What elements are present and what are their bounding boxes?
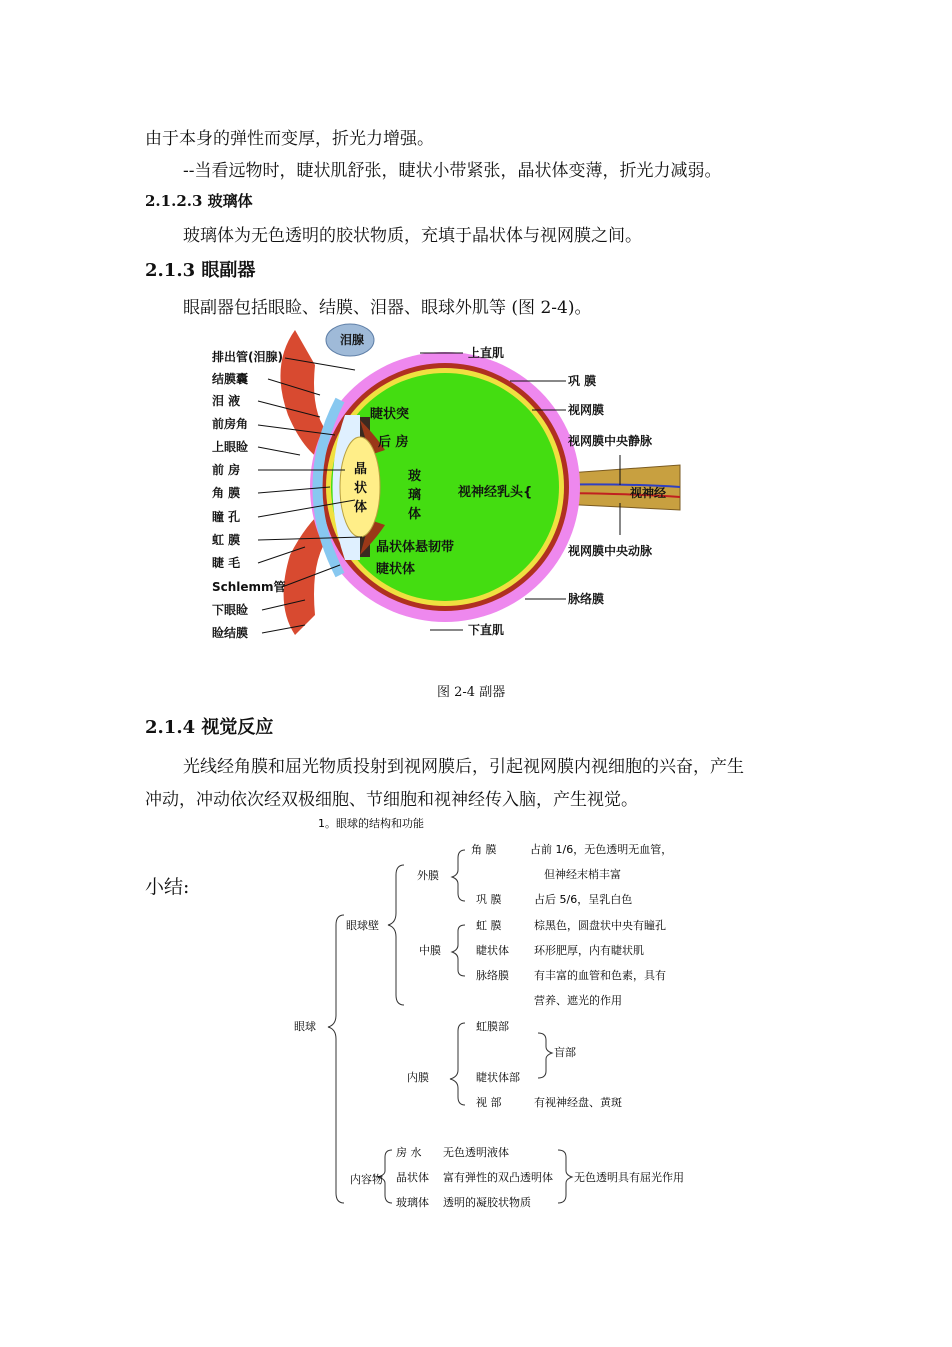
label-optic-disc: 视神经乳头{ <box>458 485 533 500</box>
desc-optic-part: 有视神经盘、黄斑 <box>534 1096 622 1109</box>
label-lens-3: 体 <box>354 500 368 515</box>
heading-accessory-organs: 2.1.3 眼副器 <box>145 260 256 281</box>
node-outer-layer: 外膜 <box>417 869 439 882</box>
label-schlemm-canal: Schlemm管 <box>212 580 286 594</box>
node-contents: 内容物 <box>350 1173 383 1186</box>
label-inferior-rectus: 下直肌 <box>468 623 505 637</box>
blind-brace <box>538 1033 552 1078</box>
label-conjunctival-sac: 结膜囊 <box>212 372 249 386</box>
label-superior-rectus: 上直肌 <box>468 346 505 360</box>
paragraph-vitreous: 玻璃体为无色透明的胶状物质，充填于晶状体与视网膜之间。 <box>183 226 642 246</box>
label-lacrimal-gland: 泪腺 <box>340 333 365 347</box>
contents-function-brace <box>558 1150 572 1203</box>
node-optic-part: 视 部 <box>476 1096 502 1109</box>
heading-vitreous: 2.1.2.3 玻璃体 <box>145 192 253 210</box>
node-choroid: 脉络膜 <box>476 969 509 982</box>
paragraph-lens-thickening: 由于本身的弹性而变厚，折光力增强。 <box>145 129 434 149</box>
label-optic-nerve: 视神经 <box>630 486 667 500</box>
label-retina: 视网膜 <box>568 403 605 417</box>
label-iris: 虹 膜 <box>212 533 241 547</box>
paragraph-visual-response-2: 冲动，冲动依次经双极细胞、节细胞和视神经传入脑，产生视觉。 <box>145 790 638 810</box>
label-palpebral-conjunctiva: 睑结膜 <box>212 626 249 640</box>
figure-caption: 图 2-4 副器 <box>437 685 506 700</box>
label-choroid: 脉络膜 <box>568 592 605 606</box>
node-inner-layer: 内膜 <box>407 1071 429 1084</box>
desc-lens: 富有弹性的双凸透明体 <box>443 1171 553 1184</box>
label-ciliary-body: 睫状体 <box>376 562 416 577</box>
paragraph-distant-vision: --当看远物时，睫状肌舒张，睫状小带紧张，晶状体变薄，折光力减弱。 <box>183 161 722 181</box>
node-ciliary-body: 睫状体 <box>476 944 509 957</box>
summary-structure-chart <box>294 815 700 1215</box>
label-zonule: 晶状体悬韧带 <box>376 540 455 555</box>
desc-aqueous: 无色透明液体 <box>443 1146 509 1159</box>
node-vitreous: 玻璃体 <box>396 1196 429 1209</box>
summary-title: 小结: <box>145 876 190 898</box>
node-eyeball-wall: 眼球壁 <box>346 919 379 932</box>
label-vitreous-3: 体 <box>408 507 422 522</box>
node-ciliary-part: 睫状体部 <box>476 1071 520 1084</box>
paragraph-visual-response-1: 光线经角膜和屈光物质投射到视网膜后，引起视网膜内视细胞的兴奋，产生 <box>183 757 744 777</box>
desc-ciliary-body: 环形肥厚，内有睫状肌 <box>534 944 644 957</box>
label-posterior-chamber: 后 房 <box>378 435 409 450</box>
inner-brace <box>450 1023 465 1105</box>
root-brace <box>328 915 344 1203</box>
wall-brace <box>388 865 404 1005</box>
node-lens: 晶状体 <box>396 1171 429 1184</box>
label-vitreous-2: 璃 <box>408 488 422 503</box>
node-middle-layer: 中膜 <box>419 944 441 957</box>
label-sclera: 巩 膜 <box>568 374 597 388</box>
label-lens-2: 状 <box>354 481 368 496</box>
node-aqueous: 房 水 <box>396 1146 422 1159</box>
label-lens-1: 晶 <box>354 462 368 477</box>
label-upper-eyelid: 上眼睑 <box>212 440 249 454</box>
label-pupil: 瞳 孔 <box>212 510 241 524</box>
summary-chart-title: 1。眼球的结构和功能 <box>318 817 424 830</box>
desc-sclera: 占后 5/6，呈乳白色 <box>534 893 633 906</box>
heading-visual-response: 2.1.4 视觉反应 <box>145 717 274 738</box>
desc-choroid: 有丰富的血管和色素，具有 <box>534 969 666 982</box>
label-anterior-angle: 前房角 <box>212 417 249 431</box>
node-sclera: 巩 膜 <box>476 893 502 906</box>
node-iris: 虹 膜 <box>476 919 502 932</box>
node-cornea: 角 膜 <box>471 843 497 856</box>
outer-brace <box>452 850 465 901</box>
desc-choroid-2: 营养、遮光的作用 <box>534 994 622 1007</box>
desc-cornea: 占前 1/6，无色透明无血管， <box>530 843 673 856</box>
eye-anatomy-figure <box>210 325 680 645</box>
paragraph-accessory-organs: 眼副器包括眼睑、结膜、泪器、眼球外肌等 (图 2-4)。 <box>183 298 592 318</box>
node-iris-part: 虹膜部 <box>476 1020 509 1033</box>
label-tears: 泪 液 <box>212 394 241 408</box>
desc-vitreous: 透明的凝胶状物质 <box>443 1196 531 1209</box>
label-vitreous-1: 玻 <box>408 469 422 484</box>
desc-contents-function: 无色透明具有屈光作用 <box>574 1171 684 1184</box>
middle-brace <box>452 925 465 976</box>
desc-iris: 棕黑色，圆盘状中央有瞳孔 <box>534 919 666 932</box>
label-drainage-duct: 排出管(泪腺) <box>212 350 283 364</box>
label-ciliary-process: 睫状突 <box>370 407 410 422</box>
label-cornea: 角 膜 <box>212 486 241 500</box>
label-eyelashes: 睫 毛 <box>212 556 241 570</box>
label-central-retinal-artery: 视网膜中央动脉 <box>568 544 653 558</box>
label-lower-eyelid: 下眼睑 <box>212 603 249 617</box>
node-eyeball: 眼球 <box>294 1020 316 1033</box>
node-blind-part: 盲部 <box>554 1046 576 1059</box>
desc-cornea-2: 但神经末梢丰富 <box>544 868 621 881</box>
label-anterior-chamber: 前 房 <box>212 463 241 477</box>
label-central-retinal-vein: 视网膜中央静脉 <box>568 434 653 448</box>
